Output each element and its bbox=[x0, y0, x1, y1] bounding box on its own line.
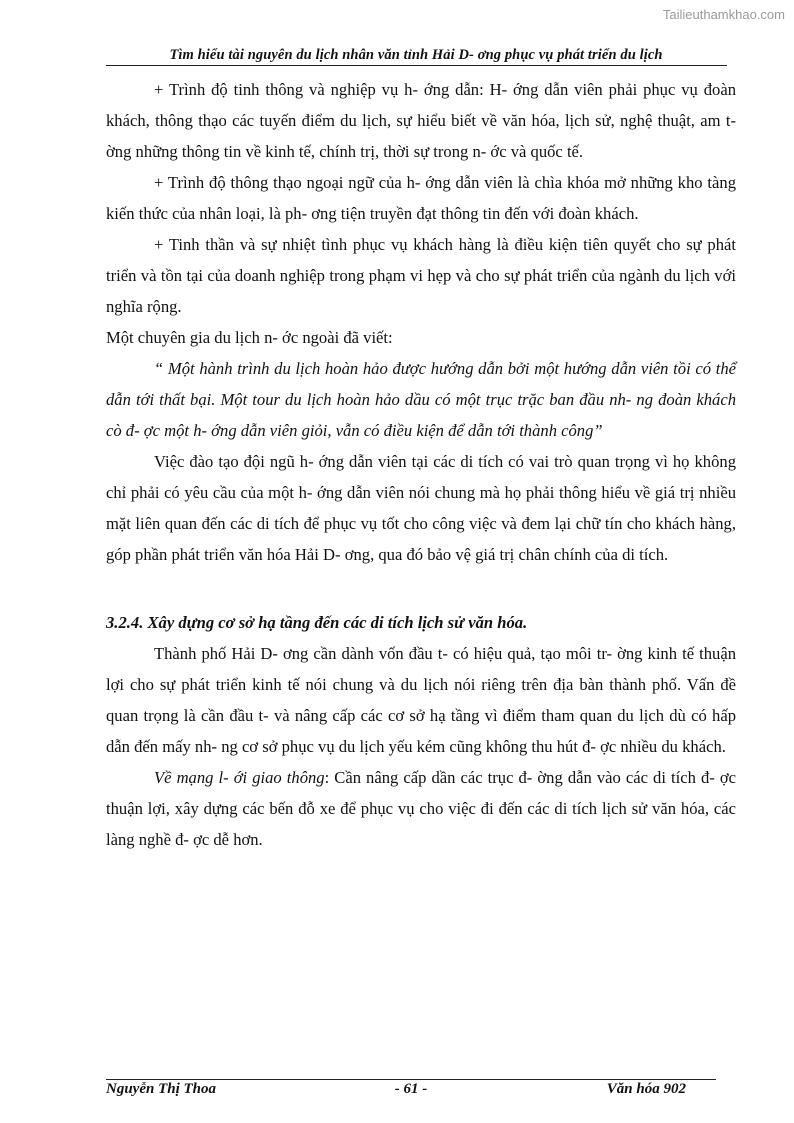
section-heading: 3.2.4. Xây dựng cơ sở hạ tầng đến các di tích lịch sử văn hóa. bbox=[106, 613, 528, 632]
transport-network-lead: Về mạng l- ới giao thông bbox=[154, 768, 325, 787]
header-divider bbox=[106, 65, 727, 66]
transport-network-text: : Cần nâng cấp dần các trục đ- ờng dẫn vào các di tích đ- ợc thuận lợi, xây dựng các bến đỗ xe để phục vụ cho việc đi đến các di tích lịch sử văn hóa, các làng nghề đ- ợc dễ hơn. bbox=[106, 768, 736, 849]
paragraph-transport-network bbox=[106, 762, 736, 855]
paragraph-enthusiasm: + Tinh thần và sự nhiệt tình phục vụ khách hàng là điều kiện tiên quyết cho sự phát triển và tồn tại của doanh nghiệp trong phạm vi hẹp và cho sự phát triển của ngành du lịch với nghĩa rộng. bbox=[106, 235, 736, 316]
paragraph-guide-training: Việc đào tạo đội ngũ h- ớng dẫn viên tại các di tích có vai trò quan trọng vì họ không chỉ phải có yêu cầu của một h- ớng dẫn viên nói chung mà họ phải thông hiểu về giá trị nhiều mặt liên quan đến các di tích để phục vụ tốt cho công việc và đem lại chữ tín cho khách hàng, góp phần phát triển văn hóa Hải D- ơng, qua đó bảo vệ giá trị chân chính của di tích. bbox=[106, 452, 736, 564]
page-header-title: Tìm hiểu tài nguyên du lịch nhân văn tỉnh Hải D- ơng phục vụ phát triển du lịch bbox=[169, 47, 663, 63]
footer-author: Nguyễn Thị Thoa bbox=[106, 1081, 217, 1097]
paragraph-expert-intro: Một chuyên gia du lịch n- ớc ngoài đã viết: bbox=[106, 328, 393, 347]
watermark: Tailieuthamkhao.com bbox=[662, 7, 785, 22]
footer-page-number: - 61 - bbox=[394, 1081, 428, 1097]
paragraph-guide-expertise: + Trình độ tinh thông và nghiệp vụ h- ớng dẫn: H- ớng dẫn viên phải phục vụ đoàn khách, thông thạo các tuyến điểm du lịch, sự hiểu biết về văn hóa, lịch sử, nghệ thuật, am t- ờng những thông tin về kinh tế, chính trị, thời sự trong n- ớc và quốc tế. bbox=[106, 80, 736, 161]
document-body bbox=[106, 74, 736, 855]
footer-class: Văn hóa 902 bbox=[606, 1081, 686, 1097]
paragraph-foreign-language: + Trình độ thông thạo ngoại ngữ của h- ớng dẫn viên là chìa khóa mở những kho tàng kiến thức của nhân loại, là ph- ơng tiện truyền đạt thông tin đến với đoàn khách. bbox=[106, 173, 736, 223]
paragraph-infrastructure-investment: Thành phố Hải D- ơng cần dành vốn đầu t- có hiệu quả, tạo môi tr- ờng kinh tế thuận lợi cho sự phát triển kinh tế nói chung và du lịch nói riêng trên địa bàn thành phố. Vấn đề quan trọng là cần đầu t- và nâng cấp các cơ sở hạ tầng vì điểm tham quan du lịch dù có hấp dẫn đến mấy nh- ng cơ sở phục vụ du lịch yếu kém cũng không thu hút đ- ợc nhiều du khách. bbox=[106, 644, 736, 756]
footer-divider bbox=[106, 1079, 716, 1080]
paragraph-expert-quote: “ Một hành trình du lịch hoàn hảo được hướng dẫn bởi một hướng dẫn viên tồi có thể dẫn tới thất bại. Một tour du lịch hoàn hảo dầu có một trục trặc ban đầu nh- ng đoàn khách cò đ- ợc một h- ớng dẫn viên giỏi, vẫn có điều kiện để dẫn tới thành công” bbox=[106, 359, 736, 440]
